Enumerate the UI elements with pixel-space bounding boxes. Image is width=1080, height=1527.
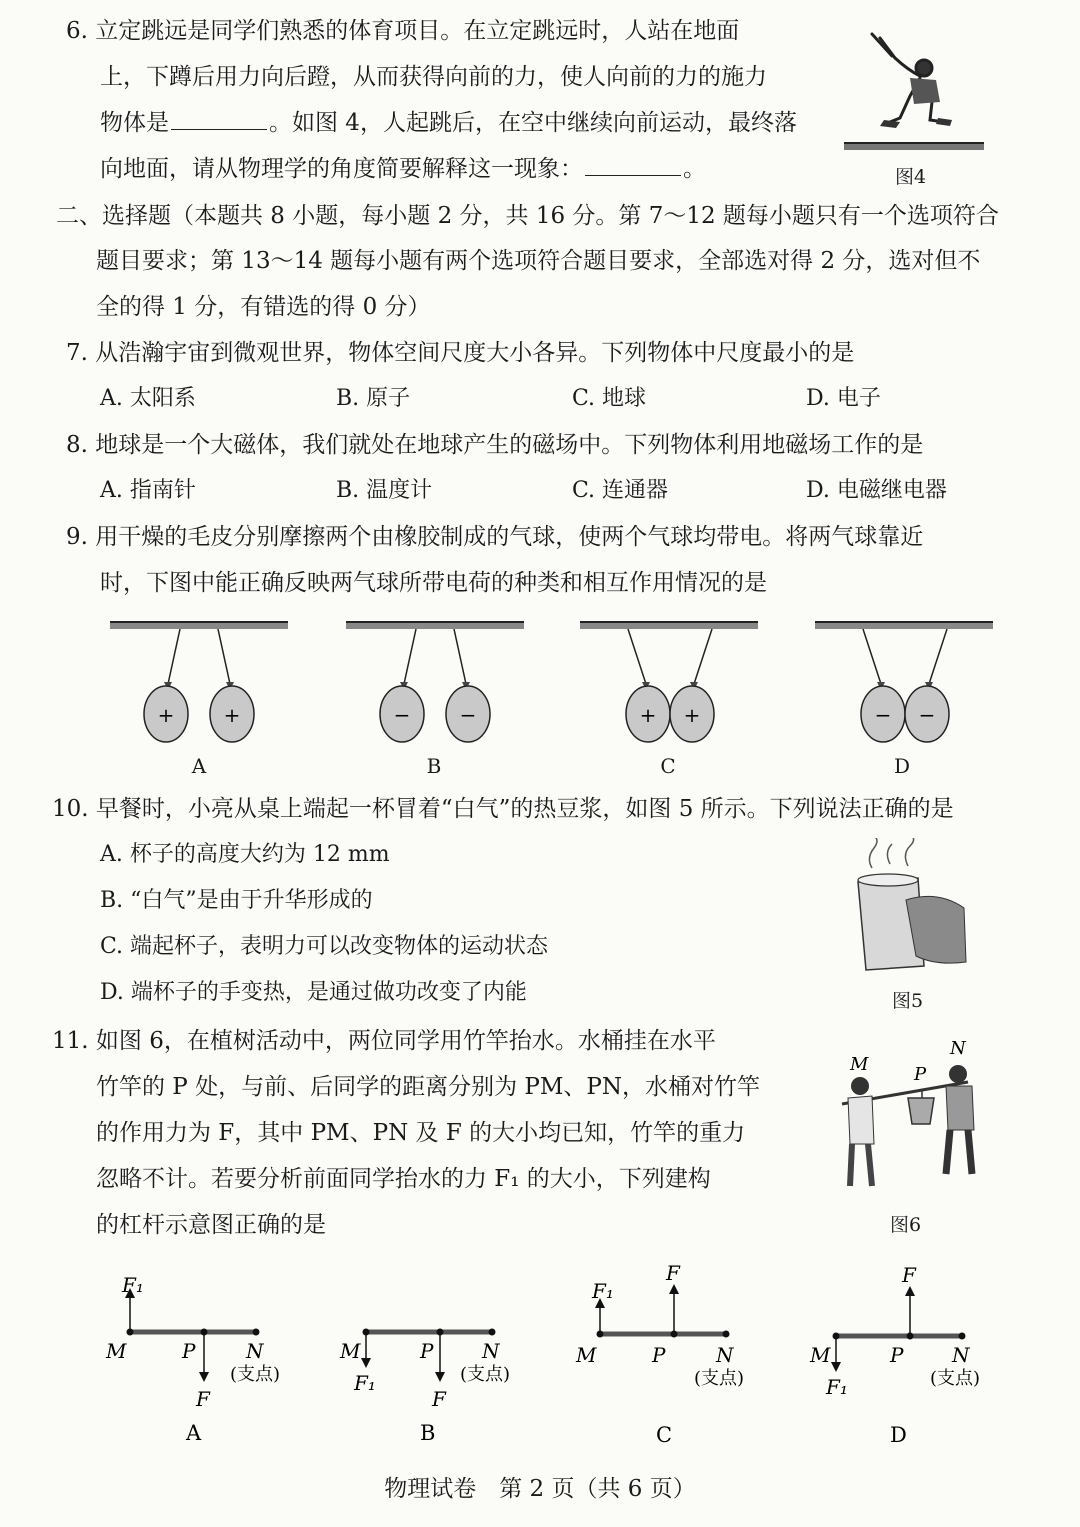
charge-sign: +	[157, 703, 175, 727]
fig-label-a: A	[191, 754, 207, 778]
section2-line-1: 二、选择题（本题共 8 小题，每小题 2 分，共 16 分。第 7～12 题每小题只有一个选项符合	[56, 203, 999, 229]
label-pivot: (支点)	[694, 1368, 745, 1389]
lever-diagram-d	[806, 1260, 996, 1450]
label-m: M	[576, 1343, 597, 1367]
label-p: P	[890, 1343, 904, 1367]
q6-line-3	[100, 108, 797, 138]
q6-line-4-post: 。	[683, 156, 706, 182]
q8-stem: 8. 地球是一个大磁体，我们就处在地球产生的磁场中。下列物体利用地磁场工作的是	[66, 432, 924, 458]
fig-label-c: C	[660, 754, 676, 778]
q7-option-b: B. 原子	[336, 386, 411, 411]
q11-line-1: 11. 如图 6，在植树活动中，两位同学用竹竿抬水。水桶挂在水平	[52, 1028, 716, 1054]
q6-line-1: 6. 立定跳远是同学们熟悉的体育项目。在立定跳远时，人站在地面	[66, 18, 740, 44]
answer-blank	[171, 109, 267, 130]
charge-sign: +	[683, 703, 701, 727]
q8-option-a: A. 指南针	[100, 478, 196, 503]
page-footer: 物理试卷 第 2 页（共 6 页）	[384, 1476, 696, 1502]
label-pivot: (支点)	[230, 1364, 281, 1385]
answer-blank	[585, 155, 681, 176]
q6-line-2: 上，下蹲后用力向后蹬，从而获得向前的力，使人向前的力的施力	[100, 64, 767, 90]
label-m: M	[106, 1339, 127, 1363]
fig-label-d: D	[893, 754, 911, 778]
diagram-label: A	[186, 1421, 202, 1445]
q9-line-1: 9. 用干燥的毛皮分别摩擦两个由橡胶制成的气球，使两个气球均带电。将两气球靠近	[66, 524, 924, 550]
q7-option-c: C. 地球	[572, 386, 647, 411]
q11-line-5: 的杠杆示意图正确的是	[96, 1212, 326, 1238]
q10-stem: 10. 早餐时，小亮从桌上端起一杯冒着“白气”的热豆浆，如图 5 所示。下列说法正确的是	[52, 796, 954, 822]
q10-option-b: B. “白气”是由于升华形成的	[100, 888, 373, 913]
charge-sign: +	[223, 703, 241, 727]
label-pivot: (支点)	[460, 1364, 511, 1385]
label-p: P	[420, 1339, 434, 1363]
q11-line-2: 竹竿的 P 处，与前、后同学的距离分别为 PM、PN，水桶对竹竿	[96, 1074, 761, 1100]
label-f: F	[432, 1387, 446, 1411]
lever-diagram-c	[570, 1260, 760, 1450]
charge-sign: −	[393, 703, 411, 727]
charge-sign: −	[874, 703, 892, 727]
label-n: N	[482, 1339, 500, 1363]
q6-line-4	[100, 154, 706, 184]
label-p: P	[182, 1339, 196, 1363]
q8-option-d: D. 电磁继电器	[806, 478, 947, 503]
balloon-figure-b	[344, 618, 526, 748]
q7-option-d: D. 电子	[806, 386, 881, 411]
section2-line-3: 全的得 1 分，有错选的得 0 分）	[96, 294, 431, 320]
section2-line-2: 题目要求；第 13～14 题每小题有两个选项符合题目要求，全部选对得 2 分，选对但不	[96, 248, 981, 274]
balloon-figure-d	[813, 618, 995, 748]
jumper-figure	[840, 18, 990, 158]
q11-line-3: 的作用力为 F，其中 PM、PN 及 F 的大小均已知，竹竿的重力	[96, 1120, 746, 1146]
label-pivot: (支点)	[930, 1368, 981, 1389]
label-n: N	[950, 1038, 966, 1059]
label-f1: F₁	[592, 1279, 614, 1303]
label-m: M	[850, 1054, 869, 1075]
q7-option-a: A. 太阳系	[100, 386, 196, 411]
label-p: P	[652, 1343, 666, 1367]
fig6-caption: 图6	[890, 1214, 922, 1236]
lever-diagram-a	[100, 1270, 290, 1450]
label-f1: F₁	[122, 1273, 144, 1297]
label-p: P	[914, 1064, 927, 1085]
q9-line-2: 时，下图中能正确反映两气球所带电荷的种类和相互作用情况的是	[100, 570, 767, 596]
q10-option-a: A. 杯子的高度大约为 12 mm	[100, 842, 390, 867]
fig4-caption: 图4	[895, 166, 927, 188]
fig5-caption: 图5	[892, 990, 924, 1012]
q6-line-4-pre: 向地面，请从物理学的角度简要解释这一现象：	[100, 156, 583, 182]
label-n: N	[952, 1343, 970, 1367]
label-n: N	[716, 1343, 734, 1367]
label-f: F	[902, 1263, 916, 1287]
label-f1: F₁	[354, 1371, 376, 1395]
q10-option-c: C. 端起杯子，表明力可以改变物体的运动状态	[100, 934, 549, 959]
q10-option-d: D. 端杯子的手变热，是通过做功改变了内能	[100, 980, 527, 1005]
label-m: M	[810, 1343, 831, 1367]
label-f1: F₁	[826, 1375, 848, 1399]
diagram-label: C	[656, 1423, 673, 1447]
label-n: N	[246, 1339, 264, 1363]
diagram-label: D	[890, 1423, 907, 1447]
label-f: F	[196, 1387, 210, 1411]
balloon-figure-c	[578, 618, 760, 748]
q8-option-b: B. 温度计	[336, 478, 433, 503]
label-m: M	[340, 1339, 361, 1363]
charge-sign: −	[918, 703, 936, 727]
label-f: F	[666, 1261, 680, 1285]
balloon-figure-a	[108, 618, 290, 748]
q6-line-3-pre: 物体是	[100, 110, 169, 136]
q8-option-c: C. 连通器	[572, 478, 669, 503]
q7-stem: 7. 从浩瀚宇宙到微观世界，物体空间尺度大小各异。下列物体中尺度最小的是	[66, 340, 855, 366]
carry-water-figure	[830, 1034, 990, 1204]
q11-line-4: 忽略不计。若要分析前面同学抬水的力 F₁ 的大小，下列建构	[96, 1166, 711, 1192]
charge-sign: +	[639, 703, 657, 727]
lever-diagram-b	[336, 1270, 526, 1450]
cup-figure	[846, 838, 970, 978]
diagram-label: B	[420, 1421, 436, 1445]
charge-sign: −	[459, 703, 477, 727]
q6-line-3-post: 。如图 4，人起跳后，在空中继续向前运动，最终落	[269, 110, 797, 136]
fig-label-b: B	[426, 754, 442, 778]
